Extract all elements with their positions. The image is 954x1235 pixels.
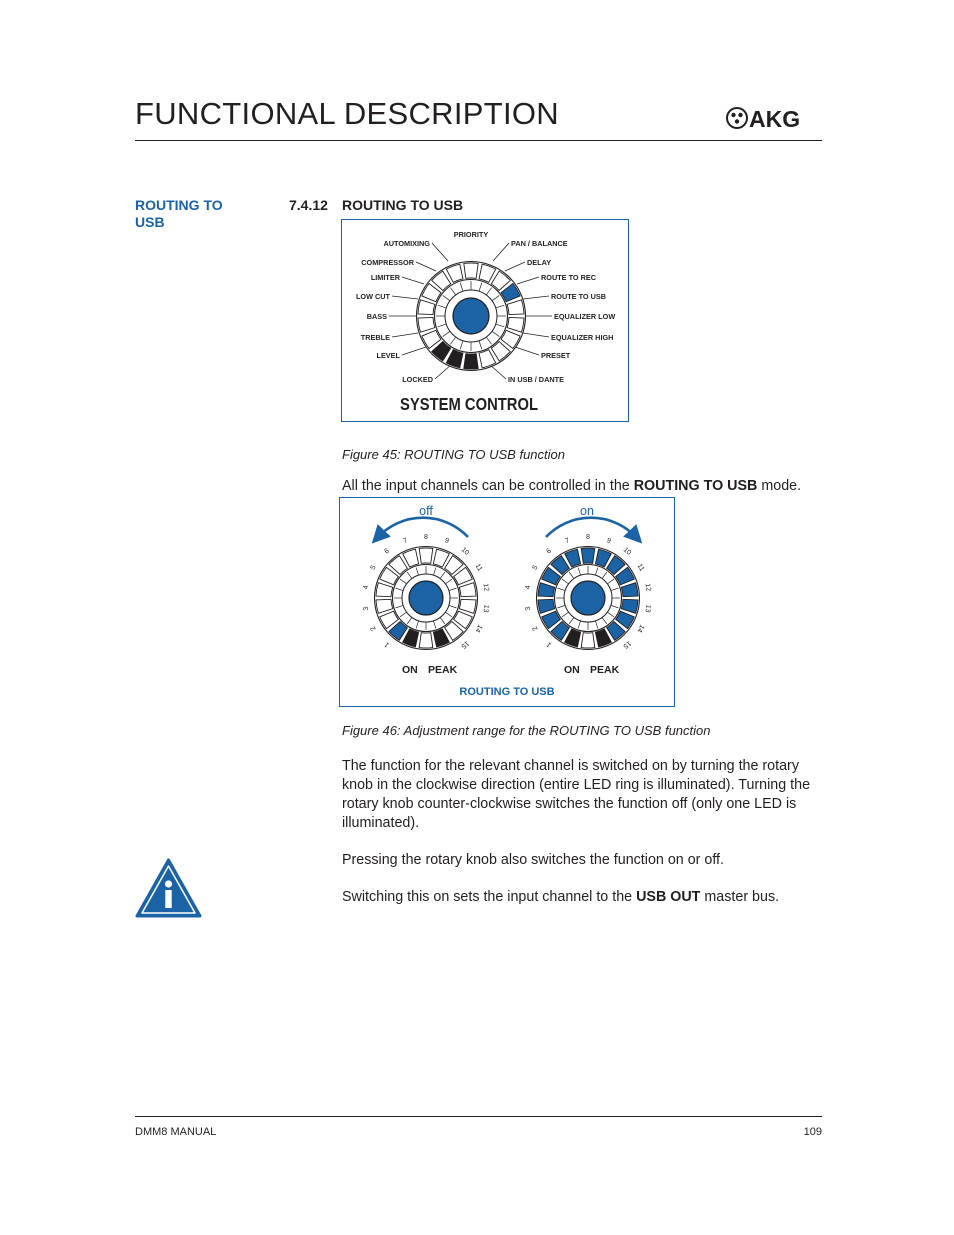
label-treble: TREBLE xyxy=(360,333,390,342)
led-segment xyxy=(464,263,478,278)
scale-number: 7 xyxy=(564,537,571,546)
on-peak-label: PEAK xyxy=(590,664,620,676)
scale-number: 3 xyxy=(524,605,533,612)
scale-number: 8 xyxy=(424,534,428,541)
scale-number: 4 xyxy=(524,584,533,591)
on-on-label: ON xyxy=(564,664,580,676)
intro-bold: ROUTING TO USB xyxy=(633,478,758,494)
figure-adjustment-range xyxy=(339,497,675,707)
off-peak-label: PEAK xyxy=(428,664,458,676)
intro-after: mode. xyxy=(757,478,802,494)
cw-arrow xyxy=(546,518,636,537)
scale-number: 13 xyxy=(481,604,490,613)
label-route-to-usb: ROUTE TO USB xyxy=(551,292,607,301)
off-label: off xyxy=(419,504,433,518)
scale-number: 2 xyxy=(369,624,378,632)
info-icon xyxy=(134,857,203,919)
scale-number: 8 xyxy=(586,534,590,541)
scale-number: 9 xyxy=(605,537,612,546)
para3-before: Switching this on sets the input channel to the xyxy=(342,889,637,905)
label-locked: LOCKED xyxy=(402,375,433,384)
scale-number: 1 xyxy=(383,640,391,649)
scale-number: 14 xyxy=(473,623,484,634)
label-preset: PRESET xyxy=(541,351,571,360)
label-equalizer-low: EQUALIZER LOW xyxy=(554,312,616,321)
led-segment xyxy=(419,548,433,563)
label-in-usb-dante: IN USB / DANTE xyxy=(508,375,564,384)
label-compressor: COMPRESSOR xyxy=(361,258,414,267)
knob-cap[interactable] xyxy=(571,581,605,615)
label-level: LEVEL xyxy=(376,351,400,360)
scale-number: 6 xyxy=(545,547,553,556)
scale-number: 4 xyxy=(362,584,371,591)
paragraph-function: The function for the relevant channel is switched on by turning the rotary knob in the clockwise direction (entire LED ring is illuminated). Turning the rotary knob counter-clockwise switches the function off (only one LED is illuminated). xyxy=(342,758,811,831)
routing-to-usb-title: ROUTING TO USB xyxy=(459,686,555,698)
para3-bold: USB OUT xyxy=(636,889,701,905)
section-number: 7.4.12 xyxy=(289,197,328,213)
scale-number: 12 xyxy=(643,583,652,592)
scale-number: 15 xyxy=(621,639,633,650)
label-priority: PRIORITY xyxy=(453,230,489,239)
figure-45-caption: Figure 45: ROUTING TO USB function xyxy=(342,447,565,462)
adjustment-range-diagram xyxy=(340,498,674,706)
led-segment xyxy=(419,633,433,648)
label-pan-balance: PAN / BALANCE xyxy=(511,239,568,248)
led-segment xyxy=(581,633,595,648)
scale-number: 3 xyxy=(362,605,371,612)
title-rule xyxy=(135,140,822,141)
label-bass: BASS xyxy=(366,312,387,321)
footer-rule xyxy=(135,1116,822,1117)
scale-number: 13 xyxy=(643,604,652,613)
label-limiter: LIMITER xyxy=(370,273,400,282)
knob-on xyxy=(525,534,652,650)
paragraph-usb-out xyxy=(342,888,817,907)
system-control-diagram xyxy=(342,220,628,421)
scale-number: 9 xyxy=(443,537,450,546)
ccw-arrow xyxy=(378,518,468,537)
scale-number: 14 xyxy=(635,623,646,634)
scale-number: 10 xyxy=(459,546,471,557)
label-automixing: AUTOMIXING xyxy=(383,239,430,248)
knob-cap[interactable] xyxy=(409,581,443,615)
knob-off xyxy=(363,534,490,650)
scale-number: 15 xyxy=(459,639,471,650)
akg-logo xyxy=(725,105,825,131)
intro-text xyxy=(342,477,817,496)
figure-46-caption: Figure 46: Adjustment range for the ROUTING TO USB function xyxy=(342,723,711,738)
scale-number: 10 xyxy=(621,546,633,557)
page-number: 109 xyxy=(803,1126,822,1138)
led-ring-system-control xyxy=(417,262,526,371)
scale-number: 5 xyxy=(531,564,540,572)
label-equalizer-high: EQUALIZER HIGH xyxy=(551,333,614,342)
footer-manual-name: DMM8 MANUAL xyxy=(135,1126,217,1138)
scale-number: 1 xyxy=(545,640,553,649)
label-low-cut: LOW CUT xyxy=(355,292,390,301)
scale-number: 2 xyxy=(531,624,540,632)
paragraph-press: Pressing the rotary knob also switches the function on or off. xyxy=(342,852,724,868)
scale-number: 11 xyxy=(635,562,646,573)
off-on-label: ON xyxy=(402,664,418,676)
scale-number: 6 xyxy=(383,547,391,556)
page-title: FUNCTIONAL DESCRIPTION xyxy=(135,96,559,131)
system-control-title: SYSTEM CONTROL xyxy=(400,394,539,414)
section-title: ROUTING TO USB xyxy=(342,197,464,213)
on-label: on xyxy=(580,504,594,518)
label-route-to-rec: ROUTE TO REC xyxy=(541,273,597,282)
scale-number: 11 xyxy=(473,562,484,573)
led-segment xyxy=(464,354,478,369)
led-segment xyxy=(581,548,595,563)
sidebar-heading: ROUTING TO USB xyxy=(135,197,223,230)
intro-before: All the input channels can be controlled in the xyxy=(342,478,634,494)
logo-text: AKG xyxy=(749,106,801,131)
figure-system-control xyxy=(341,219,629,422)
label-delay: DELAY xyxy=(527,258,552,267)
para3-after: master bus. xyxy=(700,889,780,905)
scale-number: 7 xyxy=(402,537,409,546)
section-heading xyxy=(289,197,463,213)
scale-number: 5 xyxy=(369,564,378,572)
scale-number: 12 xyxy=(481,583,490,592)
knob-cap[interactable] xyxy=(453,298,489,334)
